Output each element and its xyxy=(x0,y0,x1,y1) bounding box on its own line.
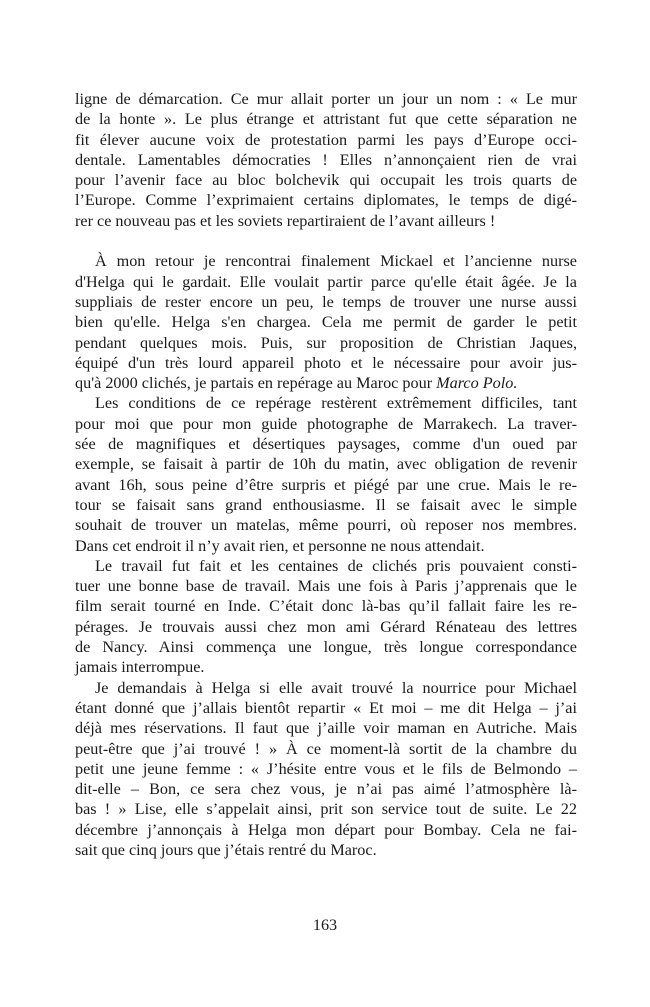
text-line xyxy=(75,678,577,698)
text-line xyxy=(75,718,577,738)
text-line xyxy=(75,89,577,109)
text-line xyxy=(75,739,577,759)
text-line xyxy=(75,657,577,677)
paragraph xyxy=(75,556,577,678)
text-line xyxy=(75,840,577,860)
line-text: sée de magnifiques et désertiques paysages, comme d'un oued par xyxy=(75,435,577,454)
line-text: pendant quelques mois. Puis, sur proposition de Christian Jaques, xyxy=(75,333,577,352)
line-text: étant donné que j’allais bientôt repartir « Et moi – me dit Helga – j’ai xyxy=(75,698,577,717)
text-line xyxy=(75,434,577,454)
text-line xyxy=(75,495,577,515)
text-line xyxy=(75,536,577,556)
line-text: rer ce nouveau pas et les soviets repartiraient de l’avant ailleurs ! xyxy=(75,211,496,230)
line-text: de Nancy. Ainsi commença une longue, très longue correspondance xyxy=(75,638,577,657)
line-text: ligne de démarcation. Ce mur allait porter un jour un nom : « Le mur xyxy=(75,90,577,108)
line-text: l’Europe. Comme l’exprimaient certains diplomates, le temps de digé- xyxy=(75,191,577,210)
line-text: Dans cet endroit il n’y avait rien, et personne ne nous attendait. xyxy=(75,536,485,555)
line-text: Je demandais à Helga si elle avait trouvé la nourrice pour Michael xyxy=(95,678,577,697)
text-line xyxy=(75,190,577,210)
text-line xyxy=(75,292,577,312)
text-line xyxy=(75,779,577,799)
line-text: film serait tourné en Inde. C’était donc là-bas qu’il fallait faire les re- xyxy=(75,597,577,616)
text-line xyxy=(75,820,577,840)
paragraph xyxy=(75,393,577,555)
text-line xyxy=(75,515,577,535)
line-text: pour l’avenir face au bloc bolchevik qui occupait les trois quarts de xyxy=(75,171,577,190)
text-line xyxy=(75,759,577,779)
text-line xyxy=(75,312,577,332)
line-text: bien qu'elle. Helga s'en chargea. Cela me permit de garder le petit xyxy=(75,313,577,332)
line-text: petit une jeune femme : « J’hésite entre vous et le fils de Belmondo – xyxy=(75,759,577,778)
line-text: équipé d'un très lourd appareil photo et le nécessaire pour avoir jus- xyxy=(75,353,577,372)
text-line xyxy=(75,272,577,292)
line-text: À mon retour je rencontrai finalement Mickael et l’ancienne nurse xyxy=(95,252,577,271)
text-line xyxy=(75,698,577,718)
line-text: bas ! » Lise, elle s’appelait ainsi, prit son service tout de suite. Le 22 xyxy=(75,800,577,819)
line-text: pour moi que pour mon guide photographe de Marrakech. La traver- xyxy=(75,414,577,433)
line-text: jamais interrompue. xyxy=(75,658,205,677)
paragraph-gap xyxy=(75,231,577,251)
text-line xyxy=(75,170,577,190)
line-text: Le travail fut fait et les centaines de clichés pris pouvaient consti- xyxy=(95,556,577,575)
text-line xyxy=(75,251,577,271)
text-line xyxy=(75,109,577,129)
paragraph xyxy=(75,678,577,861)
line-text: tuer une bonne base de travail. Mais une fois à Paris j’apprenais que le xyxy=(75,577,577,596)
page-number: 163 xyxy=(312,916,338,934)
line-text: dentale. Lamentables démocraties ! Elles n’annonçaient rien de vrai xyxy=(75,150,577,169)
text-line xyxy=(75,150,577,170)
line-text: fit élever aucune voix de protestation parmi les pays d’Europe occi- xyxy=(75,130,577,149)
line-text: peut-être que j’ai trouvé ! » À ce moment-là sortit de la chambre du xyxy=(75,739,577,758)
text-line xyxy=(75,617,577,637)
line-text: suppliais de rester encore un peu, le temps de trouver une nurse aussi xyxy=(75,292,577,311)
body-text xyxy=(75,89,577,860)
text-line xyxy=(75,799,577,819)
line-text: décembre j’annonçais à Helga mon départ pour Bombay. Cela ne fai- xyxy=(75,820,577,839)
text-line xyxy=(75,373,577,393)
line-text: souhait de trouver un matelas, même pourri, où reposer nos membres. xyxy=(75,516,577,535)
text-line xyxy=(75,130,577,150)
paragraph xyxy=(75,251,577,393)
text-line xyxy=(75,637,577,657)
line-text: d'Helga qui le gardait. Elle voulait partir parce qu'elle était âgée. Je la xyxy=(75,272,577,291)
line-text: Les conditions de ce repérage restèrent extrêmement difficiles, tant xyxy=(95,394,577,413)
line-text: exemple, se faisait à partir de 10h du matin, avec obligation de revenir xyxy=(75,455,577,474)
text-line xyxy=(75,475,577,495)
line-text: dit-elle – Bon, ce sera chez vous, je n’ai pas aimé l’atmosphère là- xyxy=(75,780,577,799)
text-line xyxy=(75,393,577,413)
paragraph xyxy=(75,89,577,231)
text-line xyxy=(75,454,577,474)
line-text: tour se faisait sans grand enthousiasme. Il se faisait avec le simple xyxy=(75,495,577,514)
text-line xyxy=(75,333,577,353)
text-line xyxy=(75,353,577,373)
text-line xyxy=(75,576,577,596)
line-text: avant 16h, sous peine d’être surpris et piégé par une crue. Mais le re- xyxy=(75,475,577,494)
line-text: pérages. Je trouvais aussi chez mon ami Gérard Rénateau des lettres xyxy=(75,617,577,636)
text-line xyxy=(75,211,577,231)
text-line xyxy=(75,596,577,616)
line-text: sait que cinq jours que j’étais rentré du Maroc. xyxy=(75,840,377,859)
film-title: Marco Polo. xyxy=(436,374,518,393)
line-text: qu'à 2000 clichés, je partais en repérage au Maroc pour xyxy=(75,374,437,393)
text-line xyxy=(75,556,577,576)
text-line xyxy=(75,414,577,434)
line-text: déjà mes réservations. Il faut que j’aille voir maman en Autriche. Mais xyxy=(75,719,577,738)
line-text: de la honte ». Le plus étrange et attristant fut que cette séparation ne xyxy=(75,110,577,129)
